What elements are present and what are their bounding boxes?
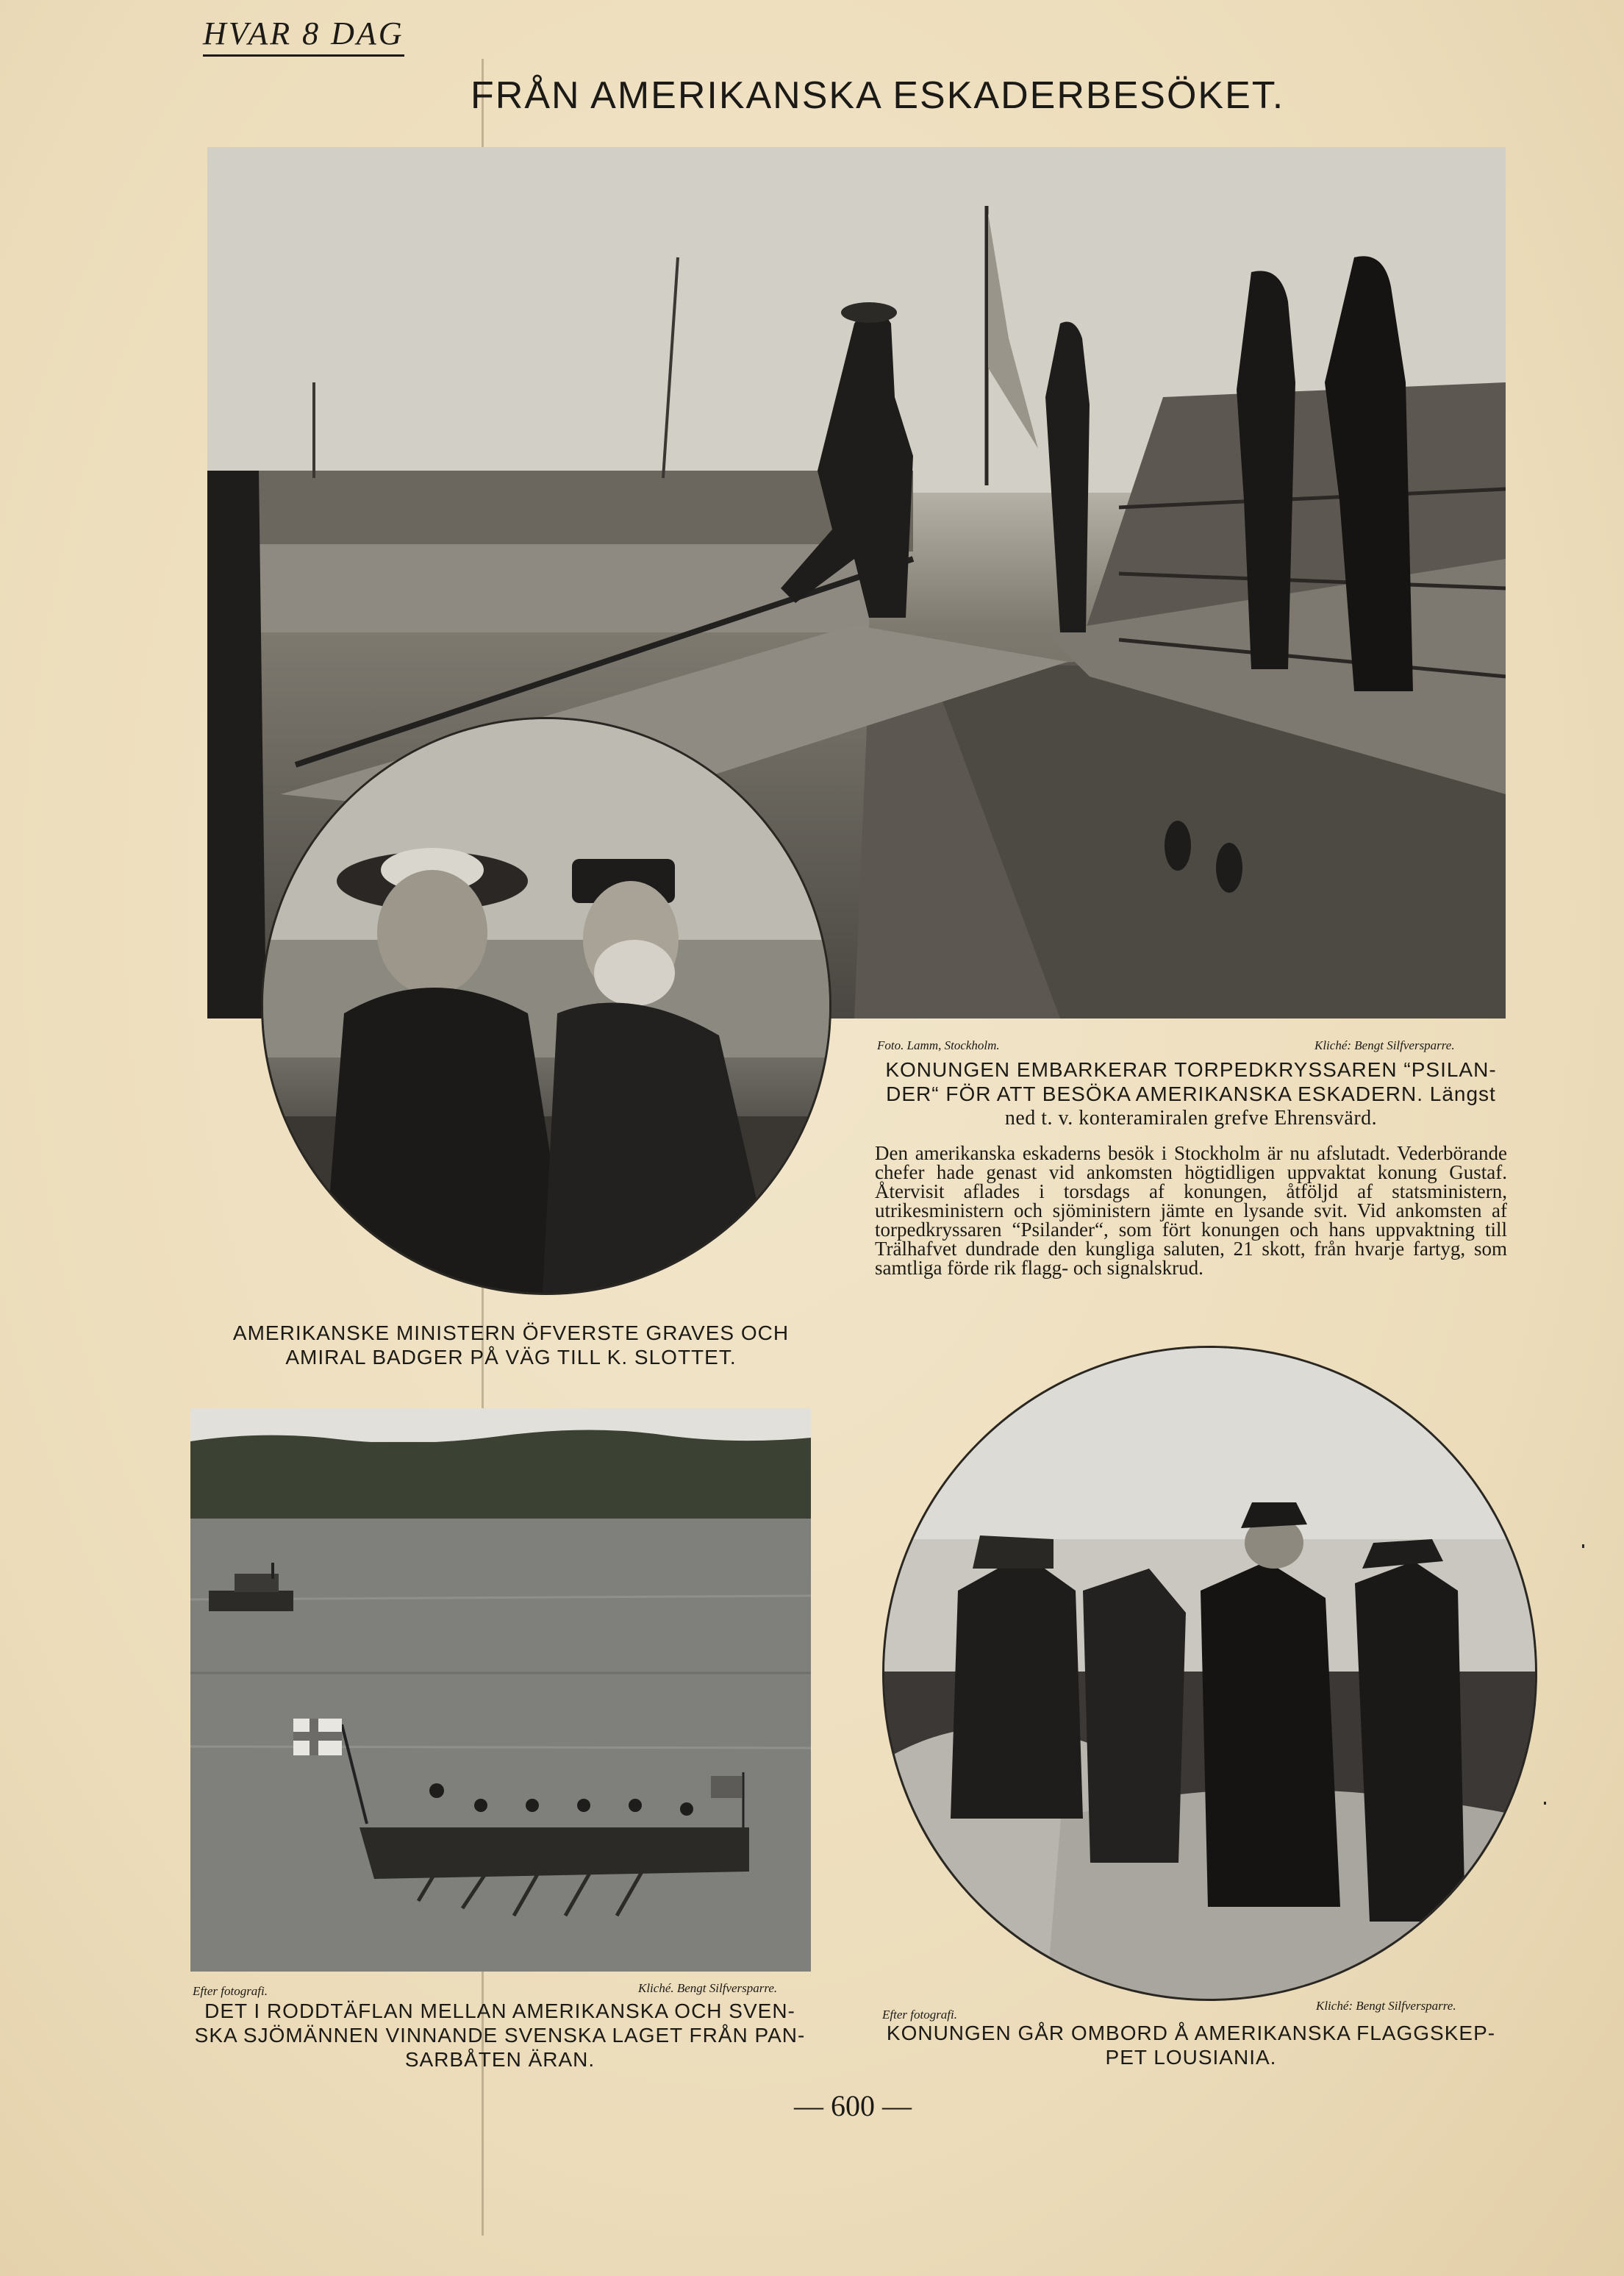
embark-caption-line: DER“ FÖR ATT BESÖKA AMERIKANSKA ESKADERN. Längst: [886, 1082, 1496, 1105]
photo-king-flagship-illustration: [884, 1348, 1535, 1999]
running-head: HVAR 8 DAG: [203, 15, 404, 57]
rowing-caption-line: SARBÅTEN ÄRAN.: [404, 2048, 595, 2071]
margin-speck: [1544, 1802, 1546, 1805]
ministers-caption-line: AMIRAL BADGER PÅ VÄG TILL K. SLOTTET.: [285, 1346, 737, 1369]
embark-caption: [868, 1057, 1514, 1130]
ministers-caption-line: AMERIKANSKE MINISTERN ÖFVERSTE GRAVES OCH: [232, 1321, 790, 1344]
page-title: FRÅN AMERIKANSKA ESKADERBESÖKET.: [471, 74, 1285, 117]
flagship-photo-credit: Efter fotografi.: [882, 2008, 957, 2022]
margin-speck: [1582, 1544, 1584, 1548]
embark-caption-line: KONUNGEN EMBARKERAR TORPEDKRYSSAREN “PSILAN-: [885, 1058, 1497, 1081]
embark-caption-line: ned t. v. konteramiralen grefve Ehrensvärd.: [1004, 1107, 1378, 1130]
flagship-caption-line: PET LOUSIANIA.: [1105, 2046, 1277, 2069]
article-body: Den amerikanska eskaderns besök i Stockholm är nu afslutadt. Vederbörande chefer hade genast vid ankomsten högtidligen uppvaktat konung Gustaf. Återvisit aflades i torsdags af konungen, åtföljd af statsministern, utrikesministern och sjöministern jämte en lysande svit. Vid ankomsten af torpedkryssaren “Psilander“, som fört konungen och hans uppvaktning till Trälhafvet dundrade den kungliga saluten, 21 skott, från hvarje fartyg, som samtliga förde rik flagg- och signalskrud.: [875, 1142, 1507, 1279]
photo-ministers-circle: [261, 717, 831, 1295]
flagship-caption: [868, 2021, 1514, 2069]
rowing-caption-line: DET I RODDTÄFLAN MELLAN AMERIKANSKA OCH SVEN-: [204, 1999, 795, 2022]
page-number: — 600 —: [794, 2089, 912, 2122]
rowing-photo-credit: Efter fotografi.: [193, 1984, 268, 1998]
photo-rowing-race: [190, 1408, 811, 1972]
flagship-cliche-credit: Kliché: Bengt Silfversparre.: [1316, 1999, 1456, 2013]
embark-cliche-credit: Kliché: Bengt Silfversparre.: [1314, 1038, 1455, 1052]
rowing-cliche-credit: Kliché. Bengt Silfversparre.: [638, 1981, 778, 1995]
photo-ministers-illustration: [263, 719, 829, 1293]
ministers-caption: [198, 1321, 823, 1369]
flagship-caption-line: KONUNGEN GÅR OMBORD Å AMERIKANSKA FLAGGSKEP-: [886, 2022, 1496, 2044]
photo-rowing-race-illustration: [190, 1408, 811, 1972]
embark-photo-credit: Foto. Lamm, Stockholm.: [877, 1038, 1000, 1052]
rowing-caption-line: SKA SJÖMÄNNEN VINNANDE SVENSKA LAGET FRÅN PAN-: [194, 2024, 806, 2047]
rowing-caption: [176, 1999, 823, 2072]
photo-king-flagship-circle: [882, 1346, 1537, 2001]
